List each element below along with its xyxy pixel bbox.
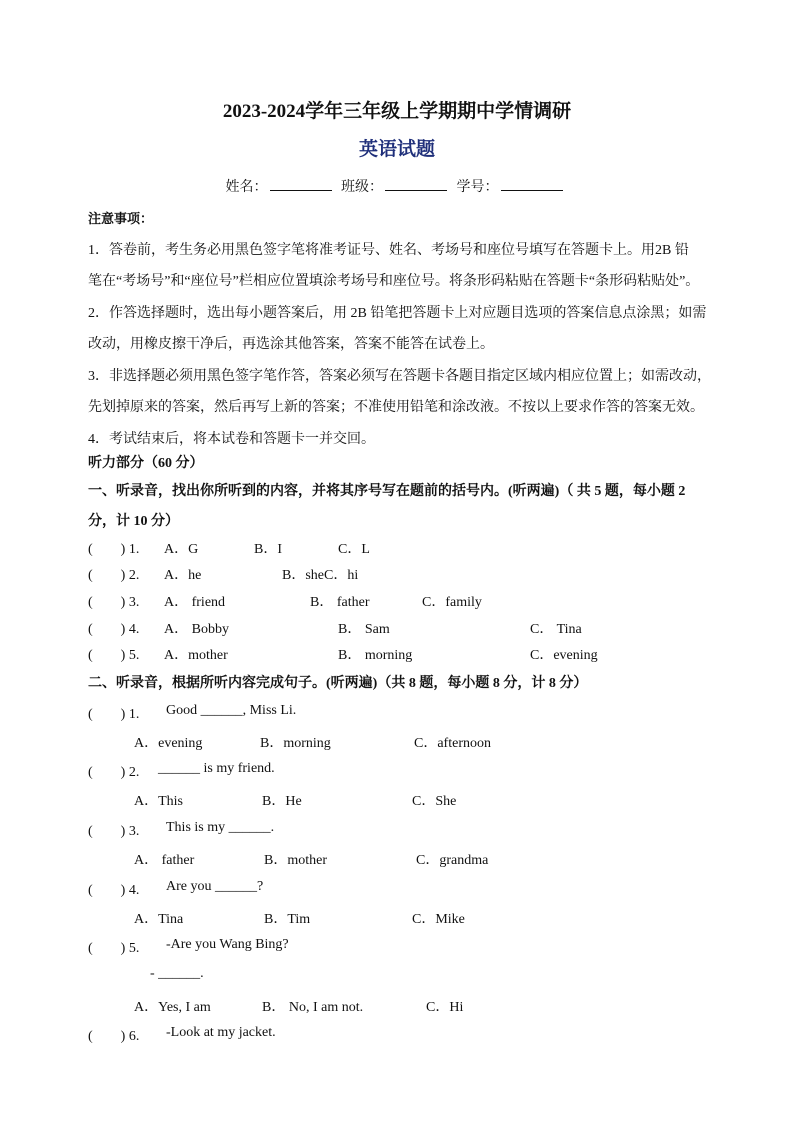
question-stem: Good ______, Miss Li. [166,703,297,718]
option-b: B． morning [338,648,413,663]
question-number: ( ) 5. [88,648,140,663]
question-stem: This is my ______. [166,820,275,835]
question-stem: -Are you Wang Bing? [166,937,289,952]
dialogue-reply: - ______. [150,966,204,981]
options-row [88,996,708,1016]
question-row [88,591,708,611]
question-number: ( ) 4. [88,883,140,898]
option-a: A． Bobby [164,622,229,637]
question-number: ( ) 2. [88,765,140,780]
question-row [88,1025,708,1045]
option-c: C．grandma [416,853,489,868]
option-b: B． father [310,595,370,610]
option-c: C．L [338,542,370,557]
option-c: C．family [422,595,482,610]
notice-line: 先划掉原来的答案，然后再写上新的答案；不准使用铅笔和涂改液。不按以上要求作答的答案无效。 [88,400,704,415]
option-c: C．She [412,794,457,809]
question-stem: ______ is my friend. [158,761,275,776]
section2-heading: 二、听录音，根据所听内容完成句子。(听两遍)（共 8 题，每小题 8 分，计 8 分） [88,676,588,691]
option-c: C．evening [530,648,598,663]
option-a: A．Tina [134,912,184,927]
option-c: C． Tina [530,622,582,637]
options-row [88,732,708,752]
option-b: B．He [262,794,302,809]
option-c: C．afternoon [414,736,491,751]
option-a: A．evening [134,736,203,751]
option-a: A．This [134,794,183,809]
notice-line: 3．非选择题必须用黑色签字笔作答，答案必须写在答题卡各题目指定区域内相应位置上；如需改动， [88,369,711,384]
student-info-line [0,176,794,196]
question-row [88,761,708,781]
option-b: B．I [254,542,282,557]
id-label: 学号： [456,180,499,195]
question-number: ( ) 5. [88,941,140,956]
page-subtitle: 英语试题 [358,139,435,160]
listening-heading: 听力部分（60 分） [88,456,204,471]
name-label: 姓名： [225,180,268,195]
option-a: A． friend [164,595,226,610]
question-number: ( ) 6. [88,1029,140,1044]
option-a: A．mother [164,648,228,663]
section1-heading: 一、听录音，找出你所听到的内容，并将其序号写在题前的括号内。(听两遍)（ 共 5 题，每小题 2 [88,484,686,499]
option-b: B．mother [264,853,327,868]
question-number: ( ) 3. [88,824,140,839]
name-blank [270,178,332,191]
option-c: C．Hi [426,1000,464,1015]
section1-heading-cont: 分，计 10 分） [88,514,179,529]
id-blank [501,178,563,191]
page-title: 2023-2024学年三年级上学期期中学情调研 [222,101,572,122]
option-b: B． No, I am not. [262,1000,364,1015]
notice-line: 笔在“考场号”和“座位号”栏相应位置填涂考场号和座位号。将条形码粘贴在答题卡“条形码粘贴处”。 [88,274,700,289]
notice-heading: 注意事项： [88,211,154,226]
notice-line: 1．答卷前，考生务必用黑色签字笔将准考证号、姓名、考场号和座位号填写在答题卡上。用2B 铅 [88,243,689,258]
option-b: B．morning [260,736,331,751]
option-a: A．he [164,568,202,583]
option-a: A．Yes, I am [134,1000,211,1015]
class-label: 班级： [341,180,383,195]
option-a: A． father [134,853,195,868]
notice-line: 2．作答选择题时，选出每小题答案后，用 2B 铅笔把答题卡上对应题目选项的答案信息点涂黑；如需 [88,306,707,321]
option-b: B．Tim [264,912,311,927]
class-blank [385,178,447,191]
question-number: ( ) 1. [88,542,140,557]
question-stem: Are you ______? [166,879,264,894]
question-number: ( ) 2. [88,568,140,583]
options-row [88,908,708,928]
answer-line [88,966,708,986]
option-c: C．Mike [412,912,465,927]
option-b: B． Sam [338,622,390,637]
question-row [88,879,708,899]
question-stem: -Look at my jacket. [166,1025,276,1040]
question-row [88,703,708,723]
question-row [88,644,708,664]
question-number: ( ) 3. [88,595,140,610]
option-a: A．G [164,542,199,557]
question-row [88,564,708,584]
question-row [88,538,708,558]
options-row [88,849,708,869]
question-number: ( ) 1. [88,707,140,722]
question-row [88,618,708,638]
notice-line: 改动，用橡皮擦干净后，再选涂其他答案，答案不能答在试卷上。 [88,337,494,352]
question-row [88,937,708,957]
options-row [88,790,708,810]
question-row [88,820,708,840]
option-b: B．sheC．hi [282,568,359,583]
question-number: ( ) 4. [88,622,140,637]
notice-line: 4．考试结束后，将本试卷和答题卡一并交回。 [88,432,375,447]
